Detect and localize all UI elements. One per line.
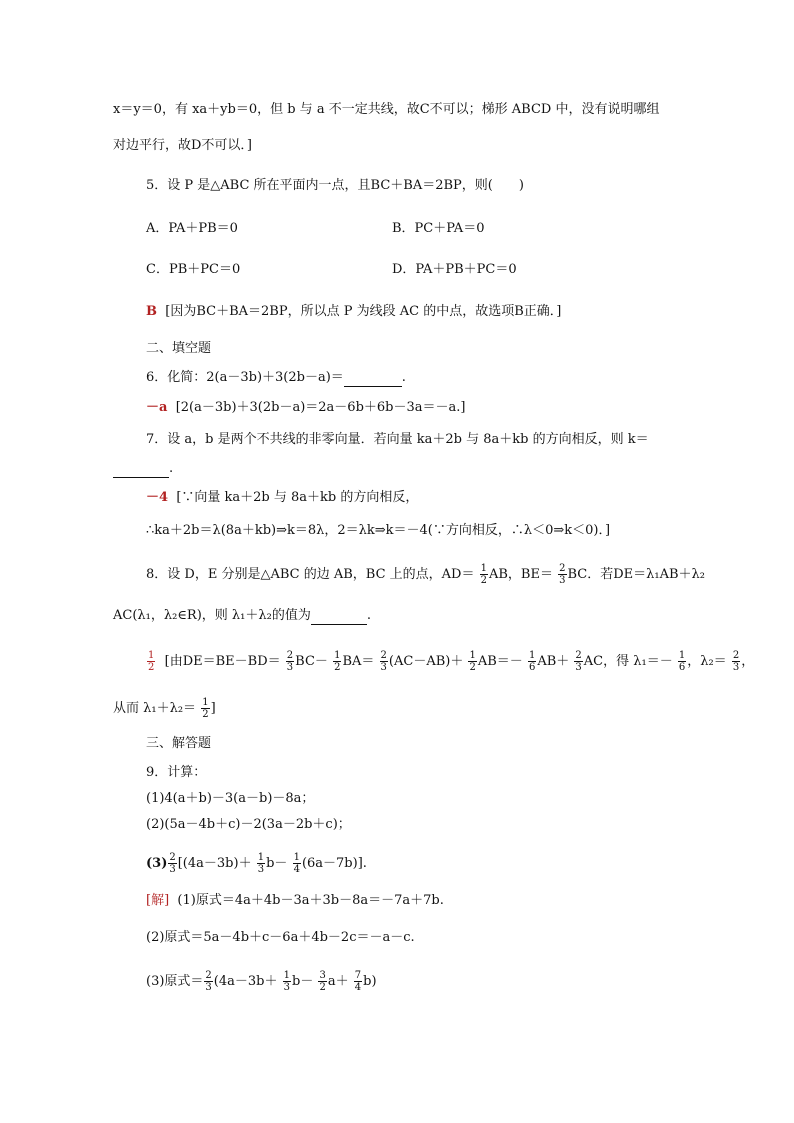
solution-2: (2)原式＝5a－4b＋c－6a＋4b－2c＝－a－c. — [146, 930, 415, 945]
fraction: $\frac{1}{2}$ — [202, 697, 209, 720]
fraction: $\frac{1}{2}$ — [469, 650, 476, 673]
fraction: $\frac{1}{6}$ — [528, 650, 536, 673]
answer-5 — [146, 304, 561, 320]
fraction: $\frac{1}{3}$ — [283, 970, 290, 993]
answer-text: ] — [210, 701, 216, 716]
option-a: A．PA＋PB＝0 — [146, 221, 238, 236]
fraction: $\frac{2}{3}$ — [286, 650, 294, 673]
text-line: x＝y＝0，有 xa＋yb＝0，但 b 与 a 不一定共线，故C不可以；梯形 ABCD 中，没有说明哪组 — [113, 102, 660, 117]
period: . — [401, 370, 406, 385]
answer-letter: －a — [146, 400, 168, 415]
solution-1 — [146, 893, 444, 909]
fraction: $\frac{1}{6}$ — [678, 650, 686, 673]
answer-text: ， — [741, 654, 755, 669]
fraction: $\frac{2}{3}$ — [732, 650, 740, 673]
answer-text: BA＝ — [342, 654, 375, 669]
solution-text: a＋ — [327, 974, 349, 989]
answer-7-line2: ∴ka＋2b＝λ(8a＋kb)⇒k＝8λ，2＝λk⇒k＝－4(∵方向相反，∴λ＜0⇒k＜0)．] — [146, 523, 611, 538]
fraction: $\frac{1}{3}$ — [257, 852, 265, 875]
period: . — [169, 461, 174, 476]
question-text: (3) — [146, 856, 168, 871]
answer-explanation: [因为BC＋BA＝2BP，所以点 P 为线段 AC 的中点，故选项B正确．] — [165, 304, 562, 319]
fraction: $\frac{2}{3}$ — [169, 852, 176, 875]
answer-letter: －4 — [146, 490, 169, 505]
question-text: b－ — [266, 856, 288, 871]
answer-text: [由DE＝BE－BD＝ — [164, 654, 281, 669]
answer-7 — [146, 490, 418, 506]
period: . — [366, 608, 371, 623]
fraction: $\frac{2}{3}$ — [559, 563, 566, 586]
answer-text: BC－ — [295, 654, 328, 669]
answer-explanation: [2(a－3b)＋3(2b－a)＝2a－6b＋6b－3a＝－a.] — [175, 400, 466, 415]
solution-text: b－ — [292, 974, 314, 989]
solution-text: (1)原式＝4a＋4b－3a＋3b－8a＝－7a＋7b. — [177, 893, 444, 908]
answer-8-line2 — [113, 697, 216, 720]
question-7-blank — [113, 461, 173, 478]
answer-blank — [113, 461, 169, 478]
question-9-part-1: (1)4(a＋b)－3(a－b)－8a； — [146, 791, 315, 806]
question-8-line2 — [113, 608, 371, 625]
fraction: $\frac{1}{4}$ — [293, 852, 300, 875]
question-text: AC(λ₁，λ₂∈R)，则 λ₁＋λ₂的值为 — [113, 608, 311, 623]
fraction: $\frac{7}{4}$ — [354, 970, 362, 993]
question-9: 9．计算： — [146, 765, 207, 780]
fraction: $\frac{1}{2}$ — [334, 650, 341, 673]
option-c: C．PB＋PC＝0 — [146, 262, 241, 277]
fraction: $\frac{2}{3}$ — [205, 970, 212, 993]
answer-text: AC，得 λ₁＝－ — [583, 654, 673, 669]
solution-3 — [146, 970, 377, 993]
option-b: B．PC＋PA＝0 — [392, 221, 485, 236]
section-heading: 三、解答题 — [146, 736, 212, 751]
answer-blank — [311, 608, 367, 625]
answer-explanation: [∵向量 ka＋2b 与 8a＋kb 的方向相反， — [176, 490, 419, 505]
question-text: 6．化简：2(a－3b)＋3(2b－a)＝ — [146, 370, 344, 385]
section-heading: 二、填空题 — [146, 341, 212, 356]
answer-text: 从而 λ₁＋λ₂＝ — [113, 701, 197, 716]
question-7: 7．设 a，b 是两个不共线的非零向量．若向量 ka＋2b 与 8a＋kb 的方向相反，则 k＝ — [146, 432, 649, 447]
solution-text: (3)原式＝ — [146, 974, 204, 989]
answer-8 — [146, 650, 754, 673]
fraction: $\frac{3}{2}$ — [319, 970, 326, 993]
solution-text: b) — [363, 974, 377, 989]
answer-text: AB＋ — [537, 654, 570, 669]
question-text: BC．若DE＝λ₁AB＋λ₂ — [567, 567, 705, 582]
answer-text: ，λ₂＝ — [687, 654, 727, 669]
solution-label: [解] — [146, 893, 170, 908]
text-line: 对边平行，故D不可以．] — [113, 138, 252, 153]
question-9-part-3 — [146, 852, 367, 875]
option-d: D．PA＋PB＋PC＝0 — [392, 262, 517, 277]
question-text: (6a－7b)]. — [301, 856, 367, 871]
question-9-part-2: (2)(5a－4b＋c)－2(3a－2b＋c)； — [146, 817, 351, 832]
answer-fraction: $\frac{1}{2}$ — [148, 650, 155, 673]
fraction: $\frac{1}{2}$ — [480, 563, 487, 586]
question-text: 8．设 D，E 分别是△ABC 的边 AB，BC 上的点，AD＝ — [146, 567, 475, 582]
fraction: $\frac{2}{3}$ — [380, 650, 387, 673]
answer-text: AB＝－ — [477, 654, 523, 669]
answer-6 — [146, 400, 465, 416]
answer-letter: B — [146, 304, 157, 319]
answer-blank — [344, 370, 402, 387]
question-text: [(4a－3b)＋ — [177, 856, 252, 871]
question-8 — [146, 563, 705, 586]
fraction: $\frac{2}{3}$ — [575, 650, 582, 673]
answer-text: (AC－AB)＋ — [388, 654, 464, 669]
question-text: AB，BE＝ — [488, 567, 553, 582]
question-5: 5．设 P 是△ABC 所在平面内一点，且BC＋BA＝2BP，则( ) — [146, 178, 524, 193]
solution-text: (4a－3b＋ — [213, 974, 278, 989]
question-6 — [146, 370, 406, 387]
